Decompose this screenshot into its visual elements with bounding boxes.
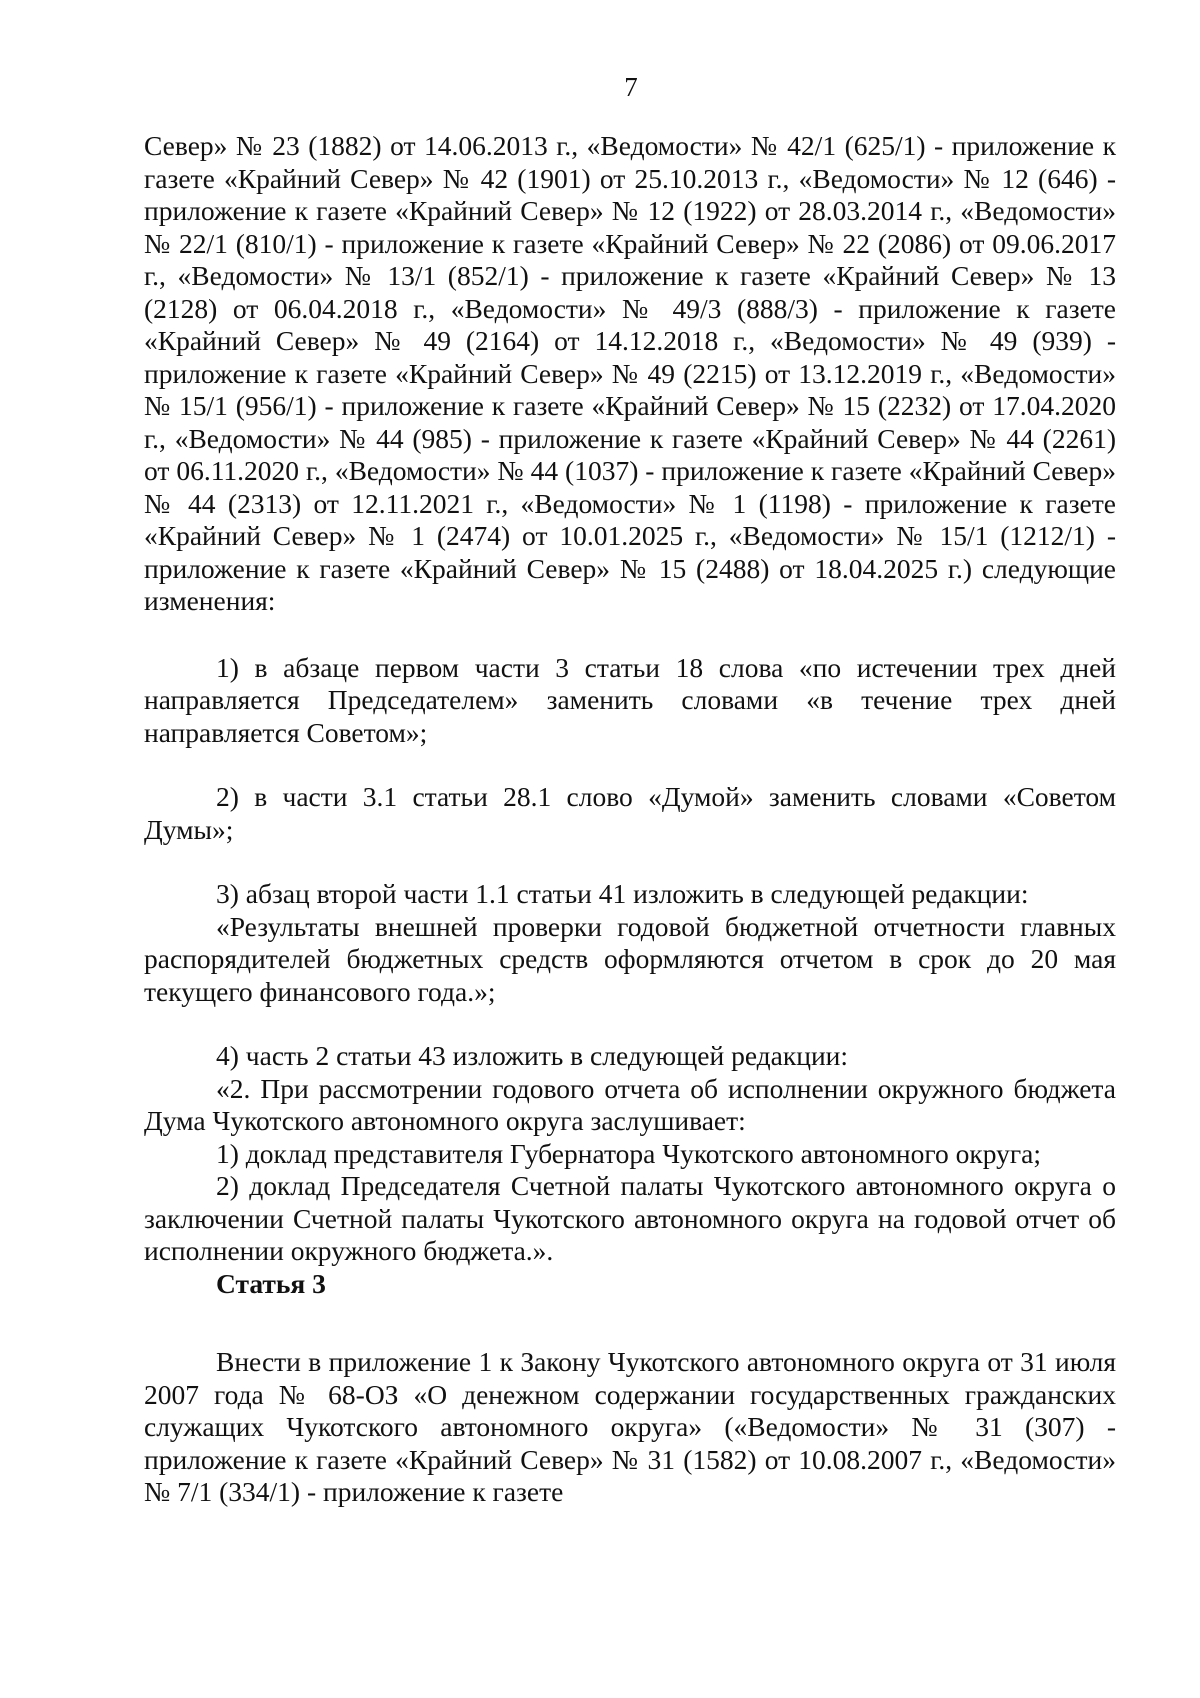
document-body [144, 130, 1116, 1509]
continuation-paragraph: Север» № 23 (1882) от 14.06.2013 г., «Ведомости» № 42/1 (625/1) - приложение к газете «Крайний Север» № 42 (1901) от 25.10.2013 г., «Ведомости» № 12 (646) - приложение к газете «Крайний Север» № 12 (1922) от 28.03.2014 г., «Ведомости» № 22/1 (810/1) - приложение к газете «Крайний Север» № 22 (2086) от 09.06.2017 г., «Ведомости» № 13/1 (852/1) - приложение к газете «Крайний Север» № 13 (2128) от 06.04.2018 г., «Ведомости» № 49/3 (888/3) - приложение к газете «Крайний Север» № 49 (2164) от 14.12.2018 г., «Ведомости» № 49 (939) - приложение к газете «Крайний Север» № 49 (2215) от 13.12.2019 г., «Ведомости» № 15/1 (956/1) - приложение к газете «Крайний Север» № 15 (2232) от 17.04.2020 г., «Ведомости» № 44 (985) - приложение к газете «Крайний Север» № 44 (2261) от 06.11.2020 г., «Ведомости» № 44 (1037) - приложение к газете «Крайний Север» № 44 (2313) от 12.11.2021 г., «Ведомости» № 1 (1198) - приложение к газете «Крайний Север» № 1 (2474) от 10.01.2025 г., «Ведомости» № 15/1 (1212/1) - приложение к газете «Крайний Север» № 15 (2488) от 18.04.2025 г.) следующие изменения: [144, 130, 1116, 616]
article-3-text: Внести в приложение 1 к Закону Чукотского автономного округа от 31 июля 2007 года № 68-ОЗ «О денежном содержании государственных гражданских служащих Чукотского автономного округа» («Ведомости» № 31 (307) - приложение к газете «Крайний Север» № 31 (1582) от 10.08.2007 г., «Ведомости» № 7/1 (334/1) - приложение к газете [144, 1346, 1116, 1507]
amendment-item-4-text-2: 1) доклад представителя Губернатора Чукотского автономного округа; [216, 1137, 1041, 1169]
amendment-item-2: 2) в части 3.1 статьи 28.1 слово «Думой» заменить словами «Советом Думы»; [144, 781, 1116, 845]
amendment-item-4-text-1: «2. При рассмотрении годового отчета об исполнении окружного бюджета Дума Чукотского автономного округа заслушивает: [144, 1072, 1116, 1136]
amendment-item-4-intro: 4) часть 2 статьи 43 изложить в следующей редакции: [216, 1040, 849, 1071]
page-number: 7 [624, 72, 638, 102]
amendment-item-1: 1) в абзаце первом части 3 статьи 18 слова «по истечении трех дней направляется Председателем» заменить словами «в течение трех дней направляется Советом»; [144, 651, 1116, 748]
article-3-title: Статья 3 [216, 1267, 326, 1299]
amendment-item-3-text: «Результаты внешней проверки годовой бюджетной отчетности главных распорядителей бюджетных средств оформляются отчетом в срок до 20 мая текущего финансового года.»; [144, 910, 1116, 1007]
amendment-item-4-text-3: 2) доклад Председателя Счетной палаты Чукотского автономного округа о заключении Счетной палаты Чукотского автономного округа на годовой отчет об исполнении окружного бюджета.». [144, 1170, 1116, 1266]
amendment-item-3-intro: 3) абзац второй части 1.1 статьи 41 изложить в следующей редакции: [216, 878, 1029, 909]
